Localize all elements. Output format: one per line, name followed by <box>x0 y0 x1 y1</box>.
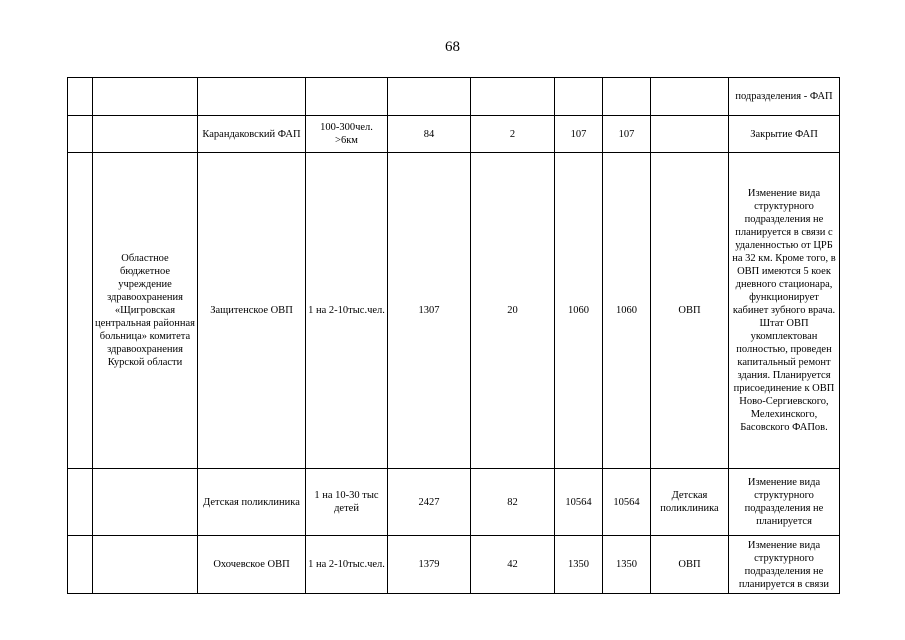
index-cell <box>68 153 93 469</box>
value-cell-2 <box>471 78 555 116</box>
facility-name-cell: Охочевское ОВП <box>198 536 306 594</box>
norm-cell <box>306 78 388 116</box>
value-cell-2: 42 <box>471 536 555 594</box>
index-cell <box>68 536 93 594</box>
value-cell-3: 107 <box>555 116 603 153</box>
facility-name-cell: Карандаковский ФАП <box>198 116 306 153</box>
value-cell-3: 10564 <box>555 469 603 536</box>
facility-name-cell: Детская поликлиника <box>198 469 306 536</box>
value-cell-3 <box>555 78 603 116</box>
table-row <box>68 116 840 153</box>
value-cell-4: 1060 <box>603 153 651 469</box>
organization-cell <box>93 116 198 153</box>
page-number: 68 <box>445 39 460 55</box>
value-cell-4: 107 <box>603 116 651 153</box>
facility-type-cell <box>651 78 729 116</box>
value-cell-1: 2427 <box>388 469 471 536</box>
facility-type-cell: Детская поликлиника <box>651 469 729 536</box>
notes-cell: Закрытие ФАП <box>729 116 840 153</box>
value-cell-3: 1060 <box>555 153 603 469</box>
value-cell-4 <box>603 78 651 116</box>
value-cell-3: 1350 <box>555 536 603 594</box>
table-row <box>68 536 840 594</box>
facility-type-cell: ОВП <box>651 153 729 469</box>
facility-name-cell <box>198 78 306 116</box>
value-cell-2: 20 <box>471 153 555 469</box>
norm-cell: 1 на 10-30 тыс детей <box>306 469 388 536</box>
organization-cell: Областное бюджетное учреждение здравоохранения «Щигровская центральная районная больница» комитета здравоохранения Курской области <box>93 153 198 469</box>
facility-type-cell <box>651 116 729 153</box>
organization-cell <box>93 469 198 536</box>
organization-cell <box>93 536 198 594</box>
table-row <box>68 78 840 116</box>
facility-name-cell: Защитенское ОВП <box>198 153 306 469</box>
value-cell-4: 1350 <box>603 536 651 594</box>
index-cell <box>68 469 93 536</box>
norm-cell: 100-300чел. >6км <box>306 116 388 153</box>
notes-cell: подразделения - ФАП <box>729 78 840 116</box>
norm-cell: 1 на 2-10тыс.чел. <box>306 536 388 594</box>
index-cell <box>68 78 93 116</box>
value-cell-1 <box>388 78 471 116</box>
notes-cell: Изменение вида структурного подразделения не планируется <box>729 469 840 536</box>
organization-cell <box>93 78 198 116</box>
value-cell-2: 82 <box>471 469 555 536</box>
norm-cell: 1 на 2-10тыс.чел. <box>306 153 388 469</box>
table-row <box>68 153 840 469</box>
value-cell-2: 2 <box>471 116 555 153</box>
table-row <box>68 469 840 536</box>
index-cell <box>68 116 93 153</box>
value-cell-1: 1307 <box>388 153 471 469</box>
value-cell-1: 1379 <box>388 536 471 594</box>
value-cell-4: 10564 <box>603 469 651 536</box>
facility-type-cell: ОВП <box>651 536 729 594</box>
value-cell-1: 84 <box>388 116 471 153</box>
notes-cell: Изменение вида структурного подразделения не планируется в связи с удаленностью от ЦРБ на 32 км. Кроме того, в ОВП имеются 5 коек дневного стационара, функционирует кабинет зубного врача. Штат ОВП укомплектован полностью, проведен капитальный ремонт здания. Планируется присоединение к ОВП Ново-Сергиевского, Мелехинского, Басовского ФАПов. <box>729 153 840 469</box>
facilities-table <box>67 77 840 594</box>
notes-cell: Изменение вида структурного подразделения не планируется в связи <box>729 536 840 594</box>
